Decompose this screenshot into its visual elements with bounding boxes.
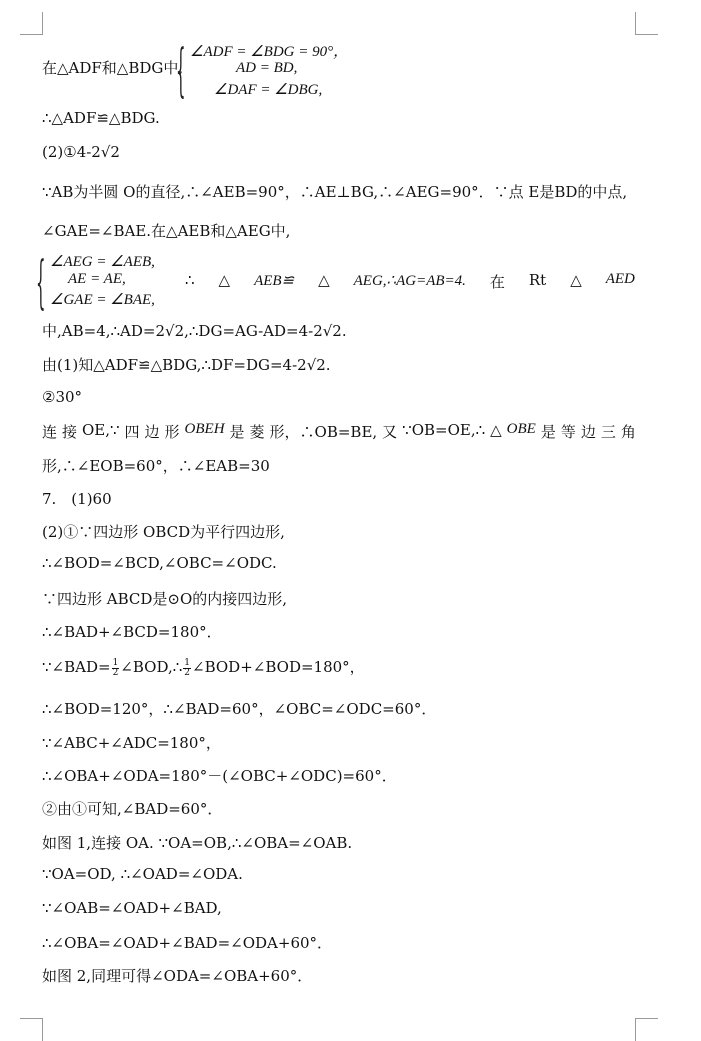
text-line: ∵∠ABC+∠ADC=180°，	[42, 734, 221, 752]
system-brace: {	[36, 250, 46, 317]
word: ∵OB=OE,∴	[402, 421, 486, 439]
text-line: 如图 2,同理可得∠ODA=∠OBA+60°．	[42, 967, 313, 985]
word: 边	[580, 423, 596, 441]
word: 菱	[249, 423, 265, 441]
equation-row: ∠AEG = ∠AEB,	[50, 254, 155, 270]
fraction	[183, 659, 191, 678]
word: 形，∴OB=BE,	[269, 423, 378, 441]
fraction-numerator: 1	[112, 657, 119, 668]
justified-line	[185, 271, 635, 292]
fraction-denominator: 2	[112, 667, 119, 678]
text-line	[42, 656, 365, 678]
word: 角	[620, 423, 636, 441]
text-line: ∴△ADF≌△BDG.	[42, 109, 160, 127]
equation-row: ∠DAF = ∠DBG,	[214, 82, 323, 98]
text-segment: ∵∠BAD=	[42, 658, 111, 676]
text-line: ②由①可知,∠BAD=60°．	[42, 800, 223, 818]
word: 接	[62, 423, 78, 441]
equation-row: AD = BD,	[236, 60, 298, 76]
text-line: ∴∠OBA=∠OAD+∠BAD=∠ODA+60°．	[42, 934, 333, 952]
word: AED	[605, 271, 635, 287]
word: OBEH	[184, 421, 225, 437]
text-line: 7. (1)60	[42, 490, 112, 508]
fraction	[112, 659, 120, 678]
word: 是	[540, 423, 556, 441]
text-line: ∴∠OBA+∠ODA=180°－(∠OBC+∠ODC)=60°．	[42, 767, 397, 785]
word: 等	[560, 423, 576, 441]
word: 又	[382, 423, 398, 441]
text-segment: ∠BOD+∠BOD=180°，	[192, 658, 365, 676]
justified-line	[42, 421, 636, 442]
equation-row: AE = AE,	[68, 271, 126, 287]
word: 四	[124, 423, 140, 441]
fraction-denominator: 2	[184, 667, 191, 678]
text-line: ∠GAE=∠BAE.在△AEB和△AEG中,	[42, 222, 291, 240]
word: △	[318, 271, 330, 289]
word: 形	[164, 423, 180, 441]
text-line: (2)①∵四边形 OBCD为平行四边形,	[42, 523, 285, 541]
text-line: 形,∴∠EOB=60°，∴∠EAB=30	[42, 457, 270, 475]
text-line: 由(1)知△ADF≌△BDG,∴DF=DG=4-2√2.	[42, 356, 331, 374]
page-corner-mark	[20, 1018, 43, 1041]
word: ∴	[185, 271, 195, 289]
page-corner-mark	[635, 12, 658, 35]
word: △	[570, 271, 582, 289]
text-line: ∵AB为半圆 O的直径,∴∠AEB=90°，∴AE⊥BG,∴∠AEG=90°．∵点 E是BD的中点,	[42, 183, 628, 201]
text-line: ∵OA=OD, ∴∠OAD=∠ODA.	[42, 865, 243, 883]
system-brace: {	[176, 38, 186, 105]
word: Rt	[528, 271, 547, 289]
word: △	[490, 421, 502, 439]
text-segment: ∠BOD,∴	[120, 658, 183, 676]
text-line: ②30°	[42, 388, 83, 406]
word: 边	[144, 423, 160, 441]
text-line: ∵∠OAB=∠OAD+∠BAD,	[42, 899, 222, 917]
text-line: 中,AB=4,∴AD=2√2,∴DG=AG-AD=4-2√2.	[42, 322, 347, 340]
word: 三	[600, 423, 616, 441]
word: OBE	[506, 421, 536, 437]
equation-row: ∠GAE = ∠BAE,	[50, 292, 155, 308]
text-line: 在△ADF和△BDG中,	[42, 59, 184, 77]
text-line: ∵四边形 ABCD是⊙O的内接四边形,	[42, 590, 288, 608]
fraction-numerator: 1	[184, 657, 191, 668]
text-line: ∴∠BOD=120°，∴∠BAD=60°，∠OBC=∠ODC=60°．	[42, 700, 437, 718]
word: AEB≌	[254, 273, 295, 289]
page-corner-mark	[635, 1018, 658, 1041]
equation-row: ∠ADF = ∠BDG = 90°，	[190, 44, 349, 60]
word: 在	[489, 273, 505, 291]
word: 连	[42, 423, 58, 441]
word: AEG,∴AG=AB=4.	[353, 273, 466, 289]
word: OE,∵	[82, 421, 120, 439]
page-corner-mark	[20, 12, 43, 35]
text-line: ∴∠BAD+∠BCD=180°．	[42, 623, 222, 641]
word: 是	[229, 423, 245, 441]
word: △	[218, 271, 231, 289]
text-line: 如图 1,连接 OA. ∵OA=OB,∴∠OBA=∠OAB.	[42, 834, 353, 852]
text-line: ∴∠BOD=∠BCD,∠OBC=∠ODC.	[42, 554, 277, 572]
text-line: (2)①4-2√2	[42, 143, 120, 161]
